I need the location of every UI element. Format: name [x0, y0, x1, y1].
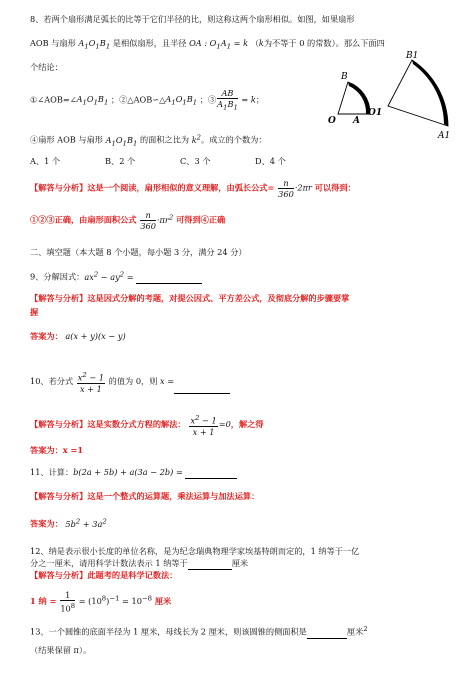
- q8-math-ratio: OA : $O_1A_1 = k$: [189, 38, 249, 51]
- q11-answer: [30, 515, 107, 531]
- q12-power-math: = $(10^8)^{-1} = 10^{-8}$: [76, 594, 152, 606]
- q11-analysis: 【解答与分析】这是一个整式的运算题，乘法运算与加法运算：: [30, 491, 260, 501]
- q11-answer-math: $5b^2 + 3a^2$: [65, 517, 107, 529]
- q12-answer: [30, 590, 171, 614]
- q12-fraction: $\frac{1}{10^8}$: [60, 590, 76, 614]
- q8-math-item2: $A_1O_1B_1$: [165, 94, 198, 107]
- sector-figure: [320, 48, 470, 140]
- q9-analysis-2: 握: [30, 307, 39, 317]
- q10-x-eq: x =: [160, 375, 175, 386]
- q10-answer-blank[interactable]: [174, 383, 230, 394]
- section-2-heading: 二、填空题（本大题 8 个小题，每小题 3 分，满分 24 分）: [30, 247, 247, 257]
- q10-analysis-b: ，解之得: [230, 418, 264, 429]
- q8-line2-c: （: [250, 38, 259, 48]
- q12-answer-a: 1 纳 =: [30, 595, 57, 606]
- option-d: D、4 个: [255, 156, 286, 166]
- q8-options: [30, 155, 286, 168]
- q13-stem: 13、一个圆锥的底面半径为 1 厘米，母线长为 2 厘米，则该圆锥的侧面积是 厘米$^2$: [30, 625, 368, 637]
- q8-item4-a: ④扇形 AOB 与扇形: [30, 134, 103, 145]
- q12-analysis: 【解答与分析】此题考的是科学记数法：: [30, 570, 178, 580]
- q10-analysis-fraction: $\frac{x^2 - 1}{x + 1}$: [190, 414, 217, 437]
- label-b: B: [341, 72, 348, 82]
- q11-stem-text: 11、计算：: [30, 467, 74, 477]
- q11-answer-label: 答案为：: [30, 518, 63, 529]
- q8-answer2-a: ①②③正确，由扇形面积公式: [30, 214, 137, 225]
- q9-answer: [30, 330, 126, 343]
- q13-stem-a: 13、一个圆锥的底面半径为 1 厘米，母线长为 2 厘米，则该圆锥的侧面积是: [30, 626, 307, 637]
- q8-answer2: [30, 210, 225, 231]
- q13-note: （结果保留 π）。: [30, 645, 92, 655]
- q8-math-a1o1b1: $A_1O_1B_1$: [78, 38, 111, 51]
- q8-answer1: [30, 178, 356, 199]
- q9-answer-label: 答案为：: [30, 331, 63, 341]
- q11-stem: [30, 466, 237, 479]
- label-a1: A1: [438, 131, 451, 140]
- q9-stem-text: 9、分解因式：: [30, 271, 85, 282]
- q9-answer-blank[interactable]: [136, 273, 202, 284]
- q8-answer2-b: 可得到④正确: [176, 214, 226, 225]
- q8-math-item1: $A_1O_1B_1$: [76, 94, 109, 107]
- q8-items-1-3: [30, 88, 264, 113]
- q8-item4-b: 的面积之比为: [139, 134, 190, 145]
- q8-line3: 个结论：: [30, 62, 63, 72]
- label-b1: B1: [406, 51, 419, 61]
- q8-line2-b: 是相似扇形，且半径: [112, 38, 187, 48]
- q10-answer: 答案为：x =1: [30, 445, 84, 455]
- q10-stem-a: 10、若分式: [30, 375, 74, 386]
- q10-analysis: [30, 413, 264, 437]
- q9-stem: [30, 268, 202, 284]
- label-o: O: [328, 116, 336, 126]
- q8-frac-ab: $\frac{AB}{A_1B_1}$: [217, 88, 238, 112]
- q8-line2-d: 为不等于 0 的常数）。那么下面四: [263, 38, 385, 48]
- q8-item4: [30, 131, 267, 150]
- q12-line2-b: 厘米: [231, 558, 249, 568]
- q8-math-eqk: = k: [238, 94, 256, 105]
- q9-expression: $ax^2 - ay^2$ =: [84, 270, 134, 282]
- q8-answer1-a: 【解答与分析】这是一个阅读，扇形相似的意义理解，由弧长公式=: [30, 182, 275, 193]
- q13-answer-blank[interactable]: [307, 628, 347, 639]
- option-b: B、2 个: [105, 156, 136, 166]
- q8-frac-n360-area: $\frac{n}{360}$: [140, 210, 156, 231]
- q10-stem-b: 的值为 0，则: [108, 375, 158, 386]
- q8-math-k: k: [258, 38, 264, 48]
- q8-item1: ①∠AOB=∠: [30, 94, 77, 105]
- q8-math-k2: $k^2$: [191, 133, 202, 145]
- q12-answer-b: 厘米: [154, 595, 172, 606]
- q8-item4-c: 。成立的个数为：: [201, 134, 267, 145]
- q8-answer1-b: 可以得到：: [314, 182, 356, 193]
- q8-item3-end: ；: [255, 94, 265, 105]
- q8-line1: 8、若两个扇形满足弧长的比等于它们半径的比，则这称这两个扇形相似。如图，如果扇形: [30, 14, 355, 24]
- q12-answer-blank[interactable]: [188, 559, 232, 570]
- label-a: A: [353, 116, 360, 126]
- q10-fraction: $\frac{x^2 - 1}{x + 1}$: [77, 371, 105, 394]
- q8-line2-a: AOB 与扇形: [30, 38, 76, 48]
- q8-item3: ；③: [199, 94, 217, 105]
- q10-eq-zero: =0: [218, 418, 231, 429]
- q10-stem: [30, 370, 230, 394]
- q9-answer-math: a(x + y)(x − y): [65, 331, 126, 341]
- q9-analysis: 【解答与分析】这是因式分解的考题，对提公因式、平方差公式，及彻底分解的步骤要掌: [30, 293, 350, 303]
- q8-frac-n360: $\frac{n}{360}$: [278, 178, 294, 199]
- q11-answer-blank[interactable]: [185, 468, 237, 479]
- q8-item2: ；②△AOB∽△: [110, 94, 166, 105]
- q13-unit: 厘米: [346, 626, 364, 637]
- q8-math-2pir: ·2πr: [294, 182, 312, 193]
- q8-math-pir2: $\cdot\pi r^2$: [156, 212, 174, 225]
- q10-analysis-a: 【解答与分析】这是实数分式方程的解法：: [30, 418, 186, 429]
- option-a: A、1 个: [30, 156, 61, 166]
- q8-math-item4: $A_1O_1B_1$: [105, 134, 138, 148]
- q11-expression: b(2a + 5b) + a(3a − 2b) =: [73, 467, 183, 477]
- option-c: C、3 个: [180, 156, 211, 166]
- label-o1: O1: [368, 108, 383, 118]
- q12-line2-a: 分之一厘米，请用科学计数法表示 1 纳等于: [30, 558, 188, 568]
- q12-line1: 12、纳是表示很小长度的单位名称，是为纪念瑞典物理学家埃基特朗而定的，1 纳等于一亿: [30, 546, 360, 556]
